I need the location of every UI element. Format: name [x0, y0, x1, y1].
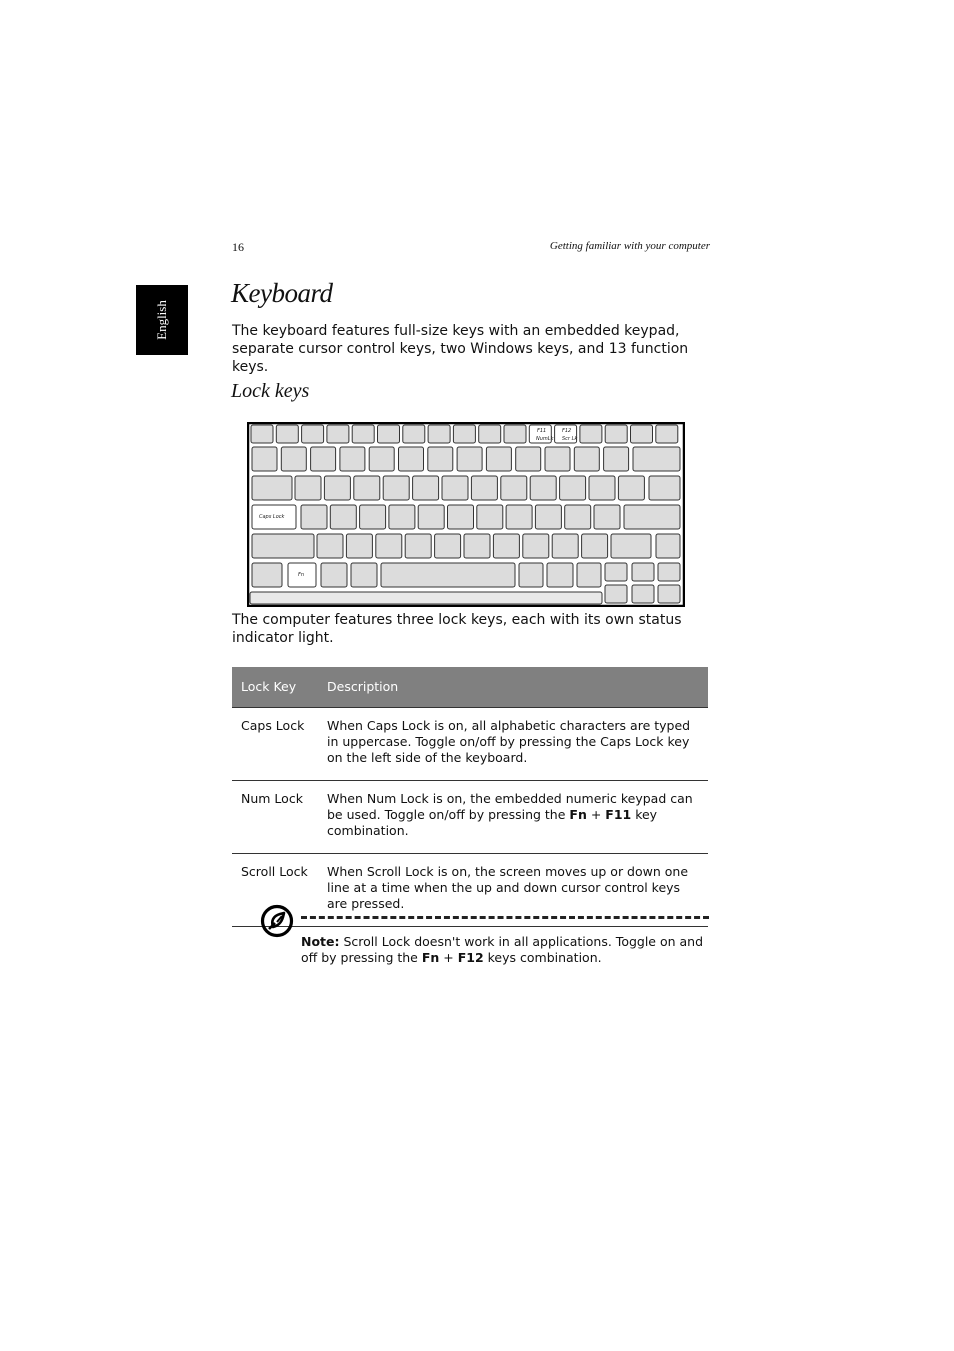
keyboard-key — [501, 476, 527, 500]
keyboard-key — [381, 563, 515, 587]
table-row — [232, 781, 708, 854]
keyboard-key — [428, 447, 453, 471]
table-row — [232, 708, 708, 781]
keyboard-key — [632, 563, 654, 581]
keyboard-key — [369, 447, 394, 471]
keyboard-key — [281, 447, 306, 471]
keyboard-key — [624, 505, 680, 529]
lock-key-name: Num Lock — [232, 781, 318, 854]
key-f12: F12 — [457, 950, 484, 965]
description-text: When Num Lock is on, the embedded numeric keypad can be used. Toggle on/off by pressing the — [327, 791, 693, 822]
keyboard-key — [580, 425, 602, 443]
keyboard-key — [327, 425, 349, 443]
keyboard-key — [389, 505, 415, 529]
fn-key-label: Fn — [298, 572, 305, 578]
keyboard-key — [519, 563, 543, 587]
keyboard-key — [611, 534, 651, 558]
keyboard-key — [633, 447, 680, 471]
section-title: Lock keys — [231, 380, 310, 402]
keyboard-key — [378, 425, 400, 443]
table-header-description: Description — [318, 667, 708, 708]
keyboard-key — [565, 505, 591, 529]
keyboard-key — [448, 505, 474, 529]
note-icon — [260, 904, 294, 938]
plus-sign: + — [586, 807, 606, 822]
keyboard-key — [435, 534, 461, 558]
keyboard-key — [658, 563, 680, 581]
keyboard-key — [376, 534, 402, 558]
keyboard-key — [632, 585, 654, 603]
keyboard-key — [457, 447, 482, 471]
lock-key-description: When Caps Lock is on, all alphabetic characters are typed in uppercase. Toggle on/off by pressing the Caps Lock key on the left side of the keyboard. — [318, 708, 708, 781]
keyboard-key — [618, 476, 644, 500]
lock-key-name: Scroll Lock — [232, 854, 318, 927]
keyboard-key — [604, 447, 629, 471]
f12-key-label: F12 — [562, 428, 572, 434]
keyboard-key — [330, 505, 356, 529]
keyboard-key — [574, 447, 599, 471]
keyboard-key — [493, 534, 519, 558]
description-text: key combination. — [327, 807, 658, 838]
keyboard-key — [302, 425, 324, 443]
keyboard-key — [560, 476, 586, 500]
keyboard-key — [352, 425, 374, 443]
keyboard-key — [658, 585, 680, 603]
keyboard-key — [252, 534, 314, 558]
language-tab — [136, 285, 188, 355]
keyboard-key — [346, 534, 372, 558]
keyboard-key — [301, 505, 327, 529]
keyboard-key — [252, 476, 292, 500]
keyboard-key — [252, 447, 277, 471]
keyboard-key — [250, 592, 602, 604]
keyboard-key — [656, 534, 680, 558]
keyboard-key — [547, 563, 573, 587]
keyboard-key — [453, 425, 475, 443]
keyboard-key — [317, 534, 343, 558]
intro-paragraph: The keyboard features full-size keys with an embedded keypad, separate cursor control keys, two Windows keys, and 13 function keys. — [232, 323, 689, 375]
keyboard-key — [252, 563, 282, 587]
keyboard-key — [405, 534, 431, 558]
note-body: Scroll Lock doesn't work in all applications. Toggle on and off by pressing the — [301, 934, 704, 965]
keyboard-key — [477, 505, 503, 529]
keyboard-key — [464, 534, 490, 558]
keyboard-key — [605, 425, 627, 443]
keyboard-key — [354, 476, 380, 500]
language-tab-label: English — [154, 300, 169, 340]
lock-key-description: When Scroll Lock is on, the screen moves up or down one line at a time when the up and down cursor control keys are pressed. — [318, 854, 708, 927]
page-number: 16 — [232, 240, 244, 254]
note-label: Note: — [301, 934, 340, 949]
keyboard-key — [577, 563, 601, 587]
keyboard-key — [413, 476, 439, 500]
keyboard-key — [295, 476, 321, 500]
keyboard-key — [399, 447, 424, 471]
note-body-end: keys combination. — [483, 950, 602, 965]
key-fn: Fn — [421, 950, 440, 965]
keyboard-key — [582, 534, 608, 558]
keyboard-key — [324, 476, 350, 500]
keyboard-key — [428, 425, 450, 443]
keyboard-key — [545, 447, 570, 471]
lock-key-description — [318, 781, 708, 854]
keyboard-key — [486, 447, 511, 471]
lock-key-name: Caps Lock — [232, 708, 318, 781]
plus-sign: + — [439, 950, 458, 965]
keyboard-key — [479, 425, 501, 443]
keyboard-key — [523, 534, 549, 558]
key-f11: F11 — [605, 807, 632, 822]
lock-keys-caption: The computer features three lock keys, each with its own status indicator light. — [232, 612, 682, 646]
caps-lock-key-label: Caps Lock — [259, 514, 285, 520]
keyboard-key — [351, 563, 377, 587]
keyboard-key — [589, 476, 615, 500]
scrlk-key-label: Scr Lk — [562, 436, 578, 442]
keyboard-key — [321, 563, 347, 587]
keyboard-key — [516, 447, 541, 471]
keyboard-key — [605, 585, 627, 603]
keyboard-key — [276, 425, 298, 443]
page-title: Keyboard — [231, 278, 333, 308]
lock-keys-table — [232, 667, 708, 927]
keyboard-key — [340, 447, 365, 471]
f11-key-label: F11 — [537, 428, 547, 434]
note-divider — [301, 916, 709, 919]
keyboard-key — [594, 505, 620, 529]
numlk-key-label: NumLk — [536, 436, 554, 442]
keyboard-key — [506, 505, 532, 529]
table-header-row — [232, 667, 708, 708]
keyboard-key — [442, 476, 468, 500]
key-fn: Fn — [569, 807, 587, 822]
keyboard-key — [656, 425, 678, 443]
keyboard-key — [605, 563, 627, 581]
note-text — [301, 934, 709, 966]
keyboard-key — [383, 476, 409, 500]
keyboard-key — [418, 505, 444, 529]
keyboard-key — [631, 425, 653, 443]
keyboard-key — [535, 505, 561, 529]
keyboard-key — [649, 476, 680, 500]
keyboard-illustration — [247, 422, 685, 607]
keyboard-key — [311, 447, 336, 471]
keyboard-key — [403, 425, 425, 443]
keyboard-key — [471, 476, 497, 500]
table-header-lock-key: Lock Key — [232, 667, 318, 708]
running-header: Getting familiar with your computer — [549, 240, 710, 252]
keyboard-key — [504, 425, 526, 443]
keyboard-key — [552, 534, 578, 558]
keyboard-key — [360, 505, 386, 529]
keyboard-key — [251, 425, 273, 443]
keyboard-key — [530, 476, 556, 500]
